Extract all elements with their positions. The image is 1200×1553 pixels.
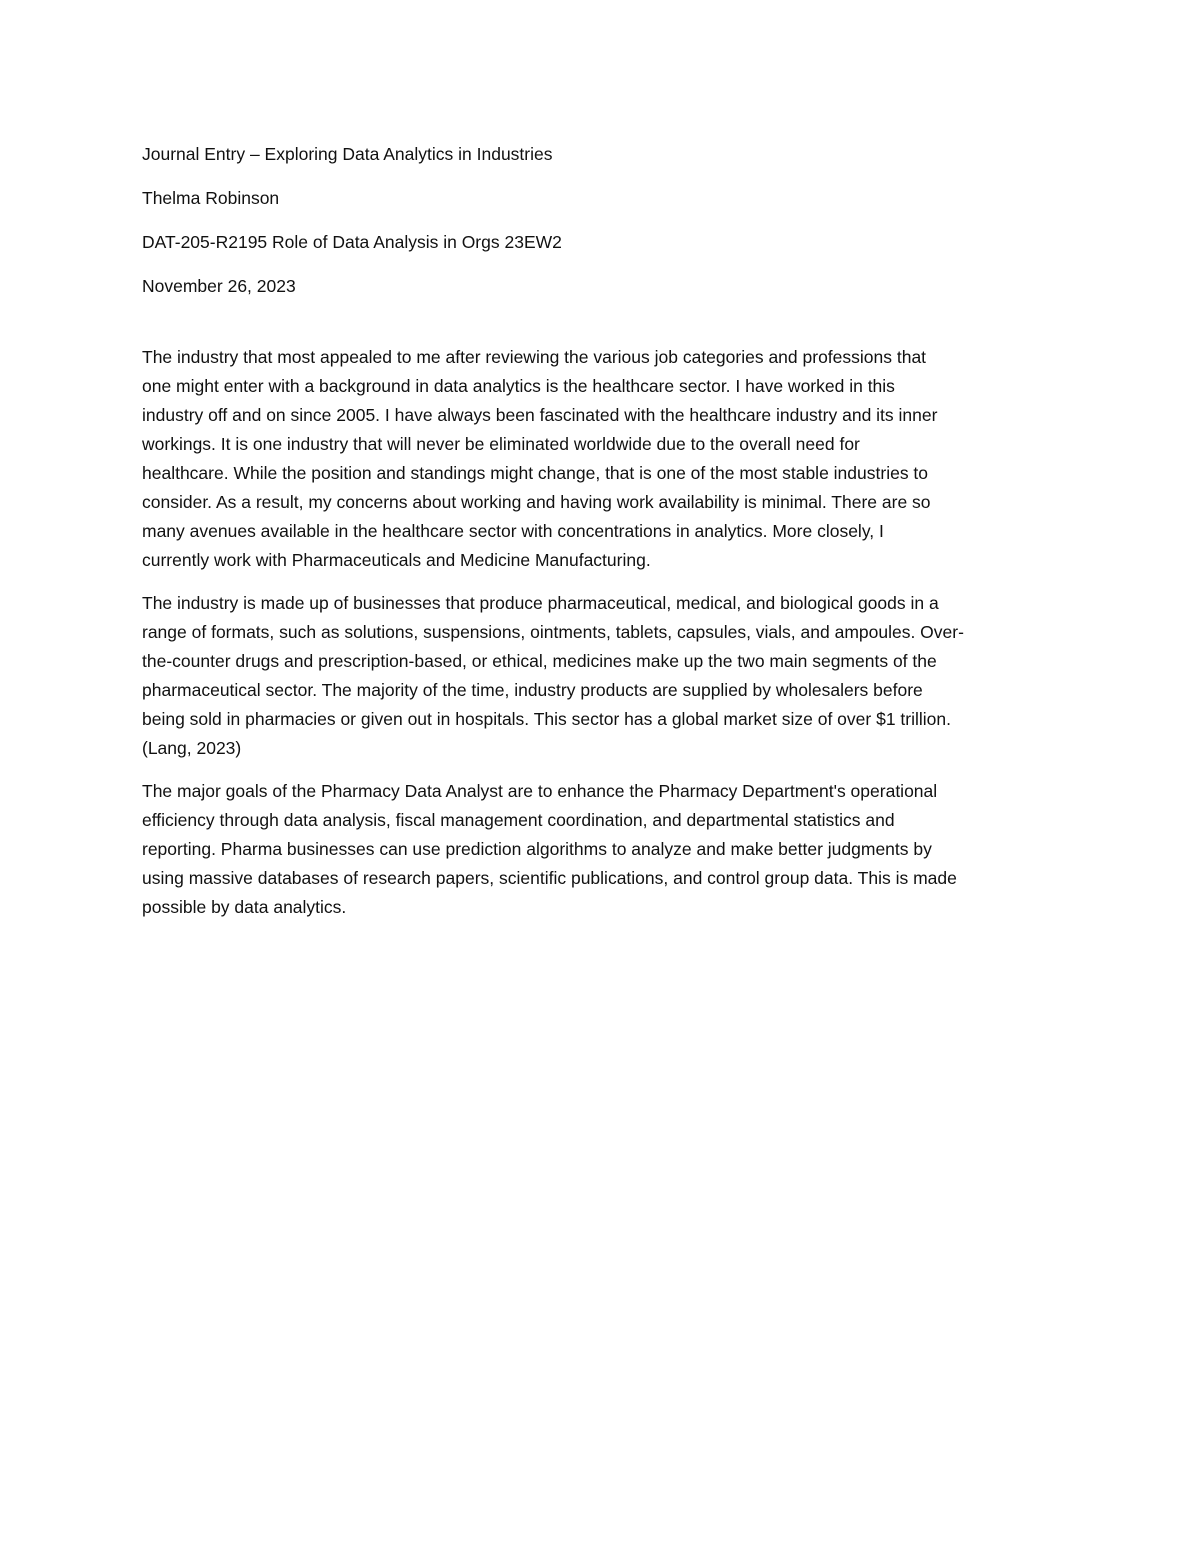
text-line: workings. It is one industry that will never be eliminated worldwide due to the overall need for [142,434,860,454]
text-line: one might enter with a background in data analytics is the healthcare sector. I have worked in this [142,376,895,396]
text-line: The industry that most appealed to me after reviewing the various job categories and professions that [142,347,927,367]
text-line: range of formats, such as solutions, suspensions, ointments, tablets, capsules, vials, and ampoules. Over- [142,622,964,642]
text-line: The industry is made up of businesses that produce pharmaceutical, medical, and biological goods in a [142,593,939,613]
paragraph-2 [142,589,1062,763]
text-line: consider. As a result, my concerns about working and having work availability is minimal. There are so [142,492,931,512]
citation-line: (Lang, 2023) [142,738,242,758]
text-line: being sold in pharmacies or given out in hospitals. This sector has a global market size of over $1 trillion. [142,709,951,729]
text-line: reporting. Pharma businesses can use prediction algorithms to analyze and make better judgments by [142,839,932,859]
text-line: many avenues available in the healthcare sector with concentrations in analytics. More closely, I [142,521,884,541]
text-line: using massive databases of research papers, scientific publications, and control group data. This is made [142,868,957,888]
text-line: efficiency through data analysis, fiscal management coordination, and departmental statistics and [142,810,895,830]
author-name: Thelma Robinson [142,188,280,208]
text-line: healthcare. While the position and standings might change, that is one of the most stable industries to [142,463,929,483]
paragraph-1 [142,343,1062,575]
text-line: The major goals of the Pharmacy Data Analyst are to enhance the Pharmacy Department's operational [142,781,938,801]
course-name: DAT-205-R2195 Role of Data Analysis in Orgs 23EW2 [142,232,562,252]
entry-date: November 26, 2023 [142,276,296,296]
text-line: the-counter drugs and prescription-based, or ethical, medicines make up the two main segments of the [142,651,937,671]
text-line: industry off and on since 2005. I have always been fascinated with the healthcare industry and its inner [142,405,938,425]
text-line: currently work with Pharmaceuticals and Medicine Manufacturing. [142,550,651,570]
document-page [142,141,1062,936]
text-line: possible by data analytics. [142,897,347,917]
document-title: Journal Entry – Exploring Data Analytics in Industries [142,144,553,164]
paragraph-3 [142,777,1062,922]
text-line: pharmaceutical sector. The majority of the time, industry products are supplied by wholesalers before [142,680,923,700]
